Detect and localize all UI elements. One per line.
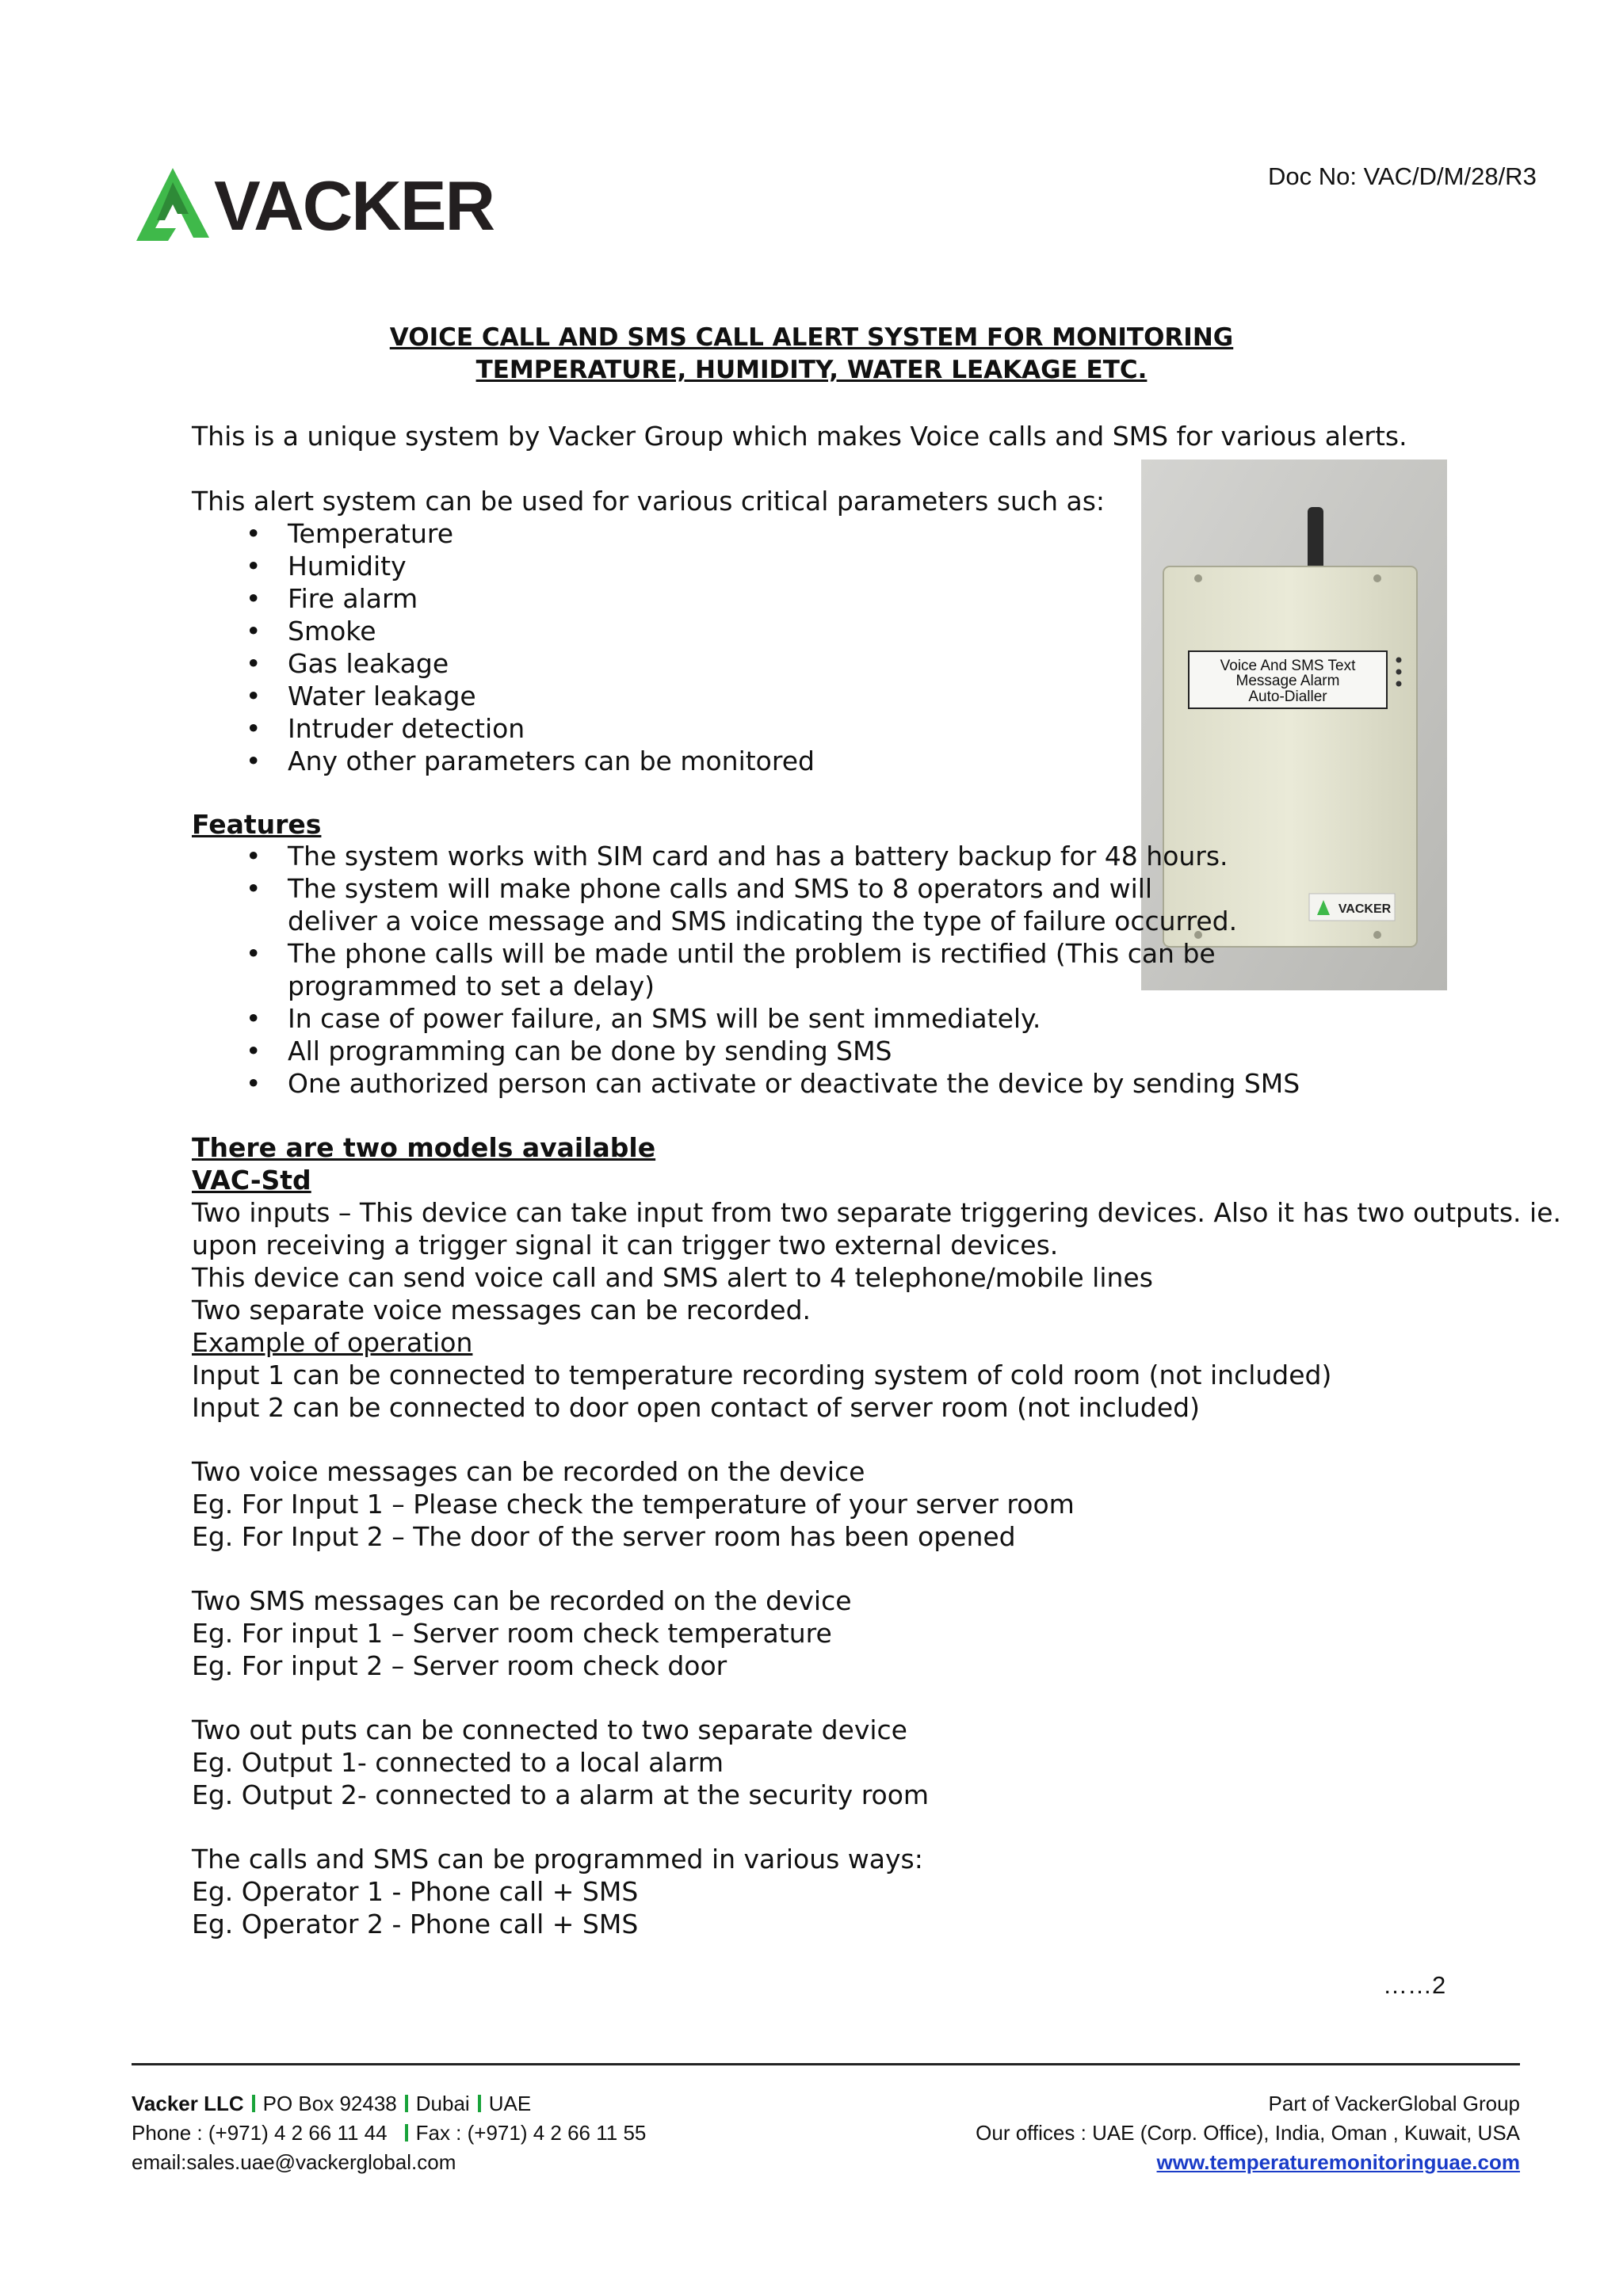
bullet-icon: • xyxy=(246,841,262,871)
device-label-line-3: Auto-Dialler xyxy=(1248,688,1327,705)
model-description-line: upon receiving a trigger signal it can trigger two external devices. xyxy=(192,1230,1059,1261)
footer-city: Dubai xyxy=(415,2092,470,2115)
example-line: Input 2 can be connected to door open contact of server room (not included) xyxy=(192,1392,1200,1423)
device-label-line-2: Message Alarm xyxy=(1235,673,1340,689)
led-icon xyxy=(1396,669,1402,675)
parameters-intro: This alert system can be used for various critical parameters such as: xyxy=(192,486,1106,517)
vacker-logo-icon xyxy=(136,168,209,241)
bullet-icon: • xyxy=(246,746,262,776)
parameter-item: Fire alarm xyxy=(288,583,418,614)
bullet-icon: • xyxy=(246,1068,262,1099)
programming-line: The calls and SMS can be programmed in various ways: xyxy=(192,1844,923,1875)
bullet-icon: • xyxy=(246,681,262,711)
bullet-icon: • xyxy=(246,518,262,549)
feature-item: All programming can be done by sending SMS xyxy=(288,1035,892,1066)
feature-item: One authorized person can activate or deactivate the device by sending SMS xyxy=(288,1068,1300,1099)
led-icon xyxy=(1396,681,1402,687)
device-enclosure xyxy=(1163,566,1417,947)
bullet-icon: • xyxy=(246,583,262,614)
bullet-icon: • xyxy=(246,713,262,744)
parameter-item: Any other parameters can be monitored xyxy=(288,746,815,776)
separator-bar xyxy=(252,2095,255,2112)
model-description-line: This device can send voice call and SMS alert to 4 telephone/mobile lines xyxy=(192,1262,1153,1293)
footer-group: Part of VackerGlobal Group xyxy=(1268,2092,1520,2115)
separator-bar xyxy=(478,2095,481,2112)
device-badge-text: VACKER xyxy=(1338,902,1392,916)
vacker-logo-text: VACKER xyxy=(214,166,495,245)
footer-offices: Our offices : UAE (Corp. Office), India, Oman , Kuwait, USA xyxy=(976,2121,1520,2145)
model-description-line: Two inputs – This device can take input from two separate triggering devices. Also it has two outputs. ie. xyxy=(192,1197,1561,1228)
sms-messages-line: Eg. For input 1 – Server room check temperature xyxy=(192,1618,832,1649)
bullet-icon: • xyxy=(246,1003,262,1034)
page-continuation: ……2 xyxy=(1383,1971,1446,1999)
footer-company: Vacker LLC xyxy=(132,2092,244,2115)
feature-item: The phone calls will be made until the problem is rectified (This can be xyxy=(288,938,1216,969)
footer-fax: Fax : (+971) 4 2 66 11 55 xyxy=(415,2121,647,2145)
programming-line: Eg. Operator 2 - Phone call + SMS xyxy=(192,1909,639,1939)
voice-messages-line: Two voice messages can be recorded on the device xyxy=(192,1456,865,1487)
models-heading: There are two models available xyxy=(192,1132,656,1163)
feature-item: In case of power failure, an SMS will be sent immediately. xyxy=(288,1003,1041,1034)
parameter-item: Gas leakage xyxy=(288,648,449,679)
bullet-icon: • xyxy=(246,648,262,679)
footer-country: UAE xyxy=(488,2092,532,2115)
programming-line: Eg. Operator 1 - Phone call + SMS xyxy=(192,1876,639,1907)
parameter-item: Intruder detection xyxy=(288,713,525,744)
separator-bar xyxy=(405,2124,408,2142)
footer-address-line xyxy=(132,2089,531,2119)
sms-messages-line: Two SMS messages can be recorded on the device xyxy=(192,1585,852,1616)
feature-item-continued: deliver a voice message and SMS indicating the type of failure occurred. xyxy=(288,906,1238,936)
features-heading: Features xyxy=(192,809,322,840)
parameter-item: Humidity xyxy=(288,551,407,582)
device-label-line-1: Voice And SMS Text xyxy=(1220,658,1356,674)
bullet-icon: • xyxy=(246,551,262,582)
footer-email[interactable]: email:sales.uae@vackerglobal.com xyxy=(132,2150,456,2174)
bullet-icon: • xyxy=(246,873,262,904)
footer-divider xyxy=(132,2063,1520,2065)
parameter-item: Temperature xyxy=(288,518,454,549)
voice-messages-line: Eg. For Input 1 – Please check the temperature of your server room xyxy=(192,1489,1075,1520)
feature-item-continued: programmed to set a delay) xyxy=(288,971,655,1001)
bullet-icon: • xyxy=(246,616,262,646)
parameter-item: Smoke xyxy=(288,616,376,646)
led-icon xyxy=(1396,658,1402,663)
document-number: Doc No: VAC/D/M/28/R3 xyxy=(1268,162,1537,190)
footer-phone: Phone : (+971) 4 2 66 11 44 xyxy=(132,2121,388,2145)
footer-contact-line xyxy=(132,2119,646,2148)
document-title-line-2: TEMPERATURE, HUMIDITY, WATER LEAKAGE ETC. xyxy=(475,356,1148,384)
outputs-line: Eg. Output 2- connected to a alarm at the security room xyxy=(192,1779,930,1810)
sms-messages-line: Eg. For input 2 – Server room check door xyxy=(192,1650,727,1681)
outputs-line: Two out puts can be connected to two separate device xyxy=(192,1714,907,1745)
model-name: VAC-Std xyxy=(192,1165,311,1196)
model-description-line: Two separate voice messages can be recorded. xyxy=(192,1295,812,1325)
feature-item: The system will make phone calls and SMS to 8 operators and will xyxy=(288,873,1153,904)
footer-website-link[interactable]: www.temperaturemonitoringuae.com xyxy=(1156,2150,1520,2174)
document-title-line-1: VOICE CALL AND SMS CALL ALERT SYSTEM FOR MONITORING xyxy=(389,323,1234,352)
example-heading: Example of operation xyxy=(192,1327,473,1358)
separator-bar xyxy=(405,2095,408,2112)
bullet-icon: • xyxy=(246,938,262,969)
parameter-item: Water leakage xyxy=(288,681,476,711)
outputs-line: Eg. Output 1- connected to a local alarm xyxy=(192,1747,724,1778)
intro-paragraph: This is a unique system by Vacker Group which makes Voice calls and SMS for various alerts. xyxy=(192,421,1407,452)
example-line: Input 1 can be connected to temperature recording system of cold room (not included) xyxy=(192,1360,1332,1390)
bullet-icon: • xyxy=(246,1035,262,1066)
feature-item: The system works with SIM card and has a battery backup for 48 hours. xyxy=(288,841,1228,871)
footer-po-box: PO Box 92438 xyxy=(262,2092,397,2115)
voice-messages-line: Eg. For Input 2 – The door of the server room has been opened xyxy=(192,1521,1016,1552)
